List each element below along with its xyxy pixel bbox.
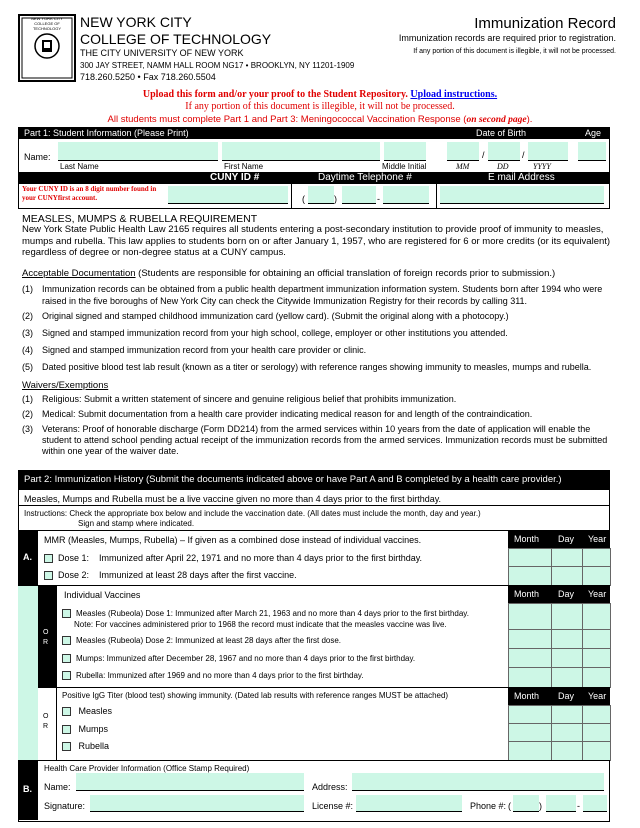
mmr-dose2-day[interactable] bbox=[551, 566, 583, 586]
mmr-title: MMR (Measles, Mumps, Rubella) – If given as a combined dose instead of individual vaccines. bbox=[44, 535, 422, 545]
hcp-box bbox=[38, 760, 610, 761]
hcp-phone-open: ( bbox=[508, 801, 511, 811]
acceptable-doc-note: (Students are responsible for obtaining an official translation of foreign records prior to submission.) bbox=[135, 268, 556, 279]
waiver-veterans: Veterans: Proof of honorable discharge (Form DD214) from the armed services within 10 years from the date of application will enable the student to attend school pending actual receipt of the immunization records from the armed services. Immunization records must be submitted within one year of the waiver date. bbox=[42, 424, 608, 456]
mumps-text: Mumps: Immunized after December 28, 1967 and no more than 4 days prior to the first birthday. bbox=[76, 654, 416, 663]
upload-instructions-link[interactable]: Upload instructions. bbox=[410, 89, 498, 100]
dob-slash-2: / bbox=[522, 150, 525, 160]
doc-item-4: Signed and stamped immunization record from your health care provider or clinic. bbox=[42, 345, 367, 355]
part1-divider-2 bbox=[436, 184, 437, 208]
upload-text: Upload this form and/or your proof to the Student Repository. bbox=[142, 89, 408, 100]
acceptable-doc-heading bbox=[22, 268, 622, 279]
dob-header: Date of Birth bbox=[476, 128, 527, 138]
college-name-line2: COLLEGE OF TECHNOLOGY bbox=[80, 31, 272, 47]
complete-notice-text: All students must complete Part 1 and Part 3: Meningococcal Vaccination Response ( bbox=[107, 114, 467, 125]
doc-item-1-num: (1) bbox=[22, 284, 33, 294]
measles-dose1-note: Note: For vaccines administered prior to 1968 the record must indicate that the measles vaccine was live. bbox=[74, 619, 447, 629]
titer-measles-year[interactable] bbox=[582, 705, 611, 725]
measles-dose2 bbox=[62, 636, 341, 645]
titer-rubella-day[interactable] bbox=[551, 741, 583, 761]
individual-vaccines-title: Individual Vaccines bbox=[64, 590, 141, 600]
waiver-1-num: (1) bbox=[22, 394, 33, 404]
or-column-left bbox=[18, 585, 38, 761]
hcp-phone-line[interactable] bbox=[583, 795, 607, 812]
titer-measles bbox=[62, 706, 112, 716]
first-name-field[interactable] bbox=[222, 142, 380, 161]
mmr-month-header: Month bbox=[514, 534, 540, 544]
part1-divider-1 bbox=[291, 184, 292, 208]
cuny-id-header: CUNY ID # bbox=[210, 172, 260, 183]
mmr-dose2 bbox=[44, 570, 297, 580]
section-a-label: A. bbox=[23, 552, 32, 562]
measles-dose2-text: Measles (Rubeola) Dose 2: Immunized at least 28 days after the first dose. bbox=[76, 636, 342, 645]
name-label: Name: bbox=[24, 152, 51, 162]
waiver-2-num: (2) bbox=[22, 409, 33, 419]
measles2-day[interactable] bbox=[551, 629, 583, 650]
titer-mumps-checkbox[interactable] bbox=[62, 725, 71, 734]
cuny-id-field[interactable] bbox=[168, 186, 288, 204]
or-label-2: O R bbox=[43, 713, 49, 730]
doc-item-3-num: (3) bbox=[22, 328, 33, 338]
doc-item-2: Original signed and stamped childhood immunization card (yellow card). (Submit the original along with a photocopy.) bbox=[42, 311, 509, 321]
waiver-religious: Religious: Submit a written statement of sincere and genuine religious belief that prohibits immunization. bbox=[42, 394, 457, 404]
titer-measles-checkbox[interactable] bbox=[62, 707, 71, 716]
mmr-year-header: Year bbox=[588, 534, 607, 544]
cuny-id-note: Your CUNY ID is an 8 digit number found in your CUNYfirst account. bbox=[22, 185, 157, 202]
ind-day-header: Day bbox=[558, 589, 575, 599]
titer-measles-day[interactable] bbox=[551, 705, 583, 725]
mmr-dose1-day[interactable] bbox=[551, 548, 583, 568]
acceptable-doc-title: Acceptable Documentation bbox=[22, 268, 136, 279]
hcp-title: Health Care Provider Information (Office Stamp Required) bbox=[44, 764, 250, 773]
measles1-day[interactable] bbox=[551, 603, 583, 631]
illegible-note: If any portion of this document is illegible, it will not be processed. bbox=[413, 48, 616, 55]
first-name-caption: First Name bbox=[224, 162, 264, 171]
titer-measles-label: Measles bbox=[78, 706, 113, 716]
mumps-day[interactable] bbox=[551, 648, 583, 669]
doc-item-5: Dated positive blood test lab result (known as a titer or serology) with reference ranges showing immunity to measles, mumps and rubella. bbox=[42, 362, 592, 372]
mmr-dose2-text: Immunized at least 28 days after the first vaccine. bbox=[99, 570, 297, 580]
email-header: E mail Address bbox=[488, 172, 555, 183]
mumps-vaccine bbox=[62, 654, 415, 663]
titer-mumps-day[interactable] bbox=[551, 723, 583, 743]
titer-year-header: Year bbox=[588, 691, 607, 701]
mmr-dose2-month[interactable] bbox=[508, 566, 552, 586]
hcp-phone-dash: - bbox=[577, 801, 580, 811]
hcp-address-label: Address: bbox=[312, 782, 348, 792]
dob-day-field[interactable] bbox=[488, 142, 520, 161]
middle-initial-field[interactable] bbox=[384, 142, 426, 161]
titer-title: Positive IgG Titer (blood test) showing immunity. (Dated lab results with reference ranges MUST be attached) bbox=[62, 691, 449, 700]
illegible-warning: If any portion of this document is illegible, it will not be processed. bbox=[185, 101, 455, 112]
college-seal-text: NEW YORK CITY COLLEGE OF TECHNOLOGY bbox=[31, 16, 63, 31]
ind-year-header: Year bbox=[588, 589, 607, 599]
doc-item-5-num: (5) bbox=[22, 362, 33, 372]
dob-month-field[interactable] bbox=[447, 142, 479, 161]
phone-prefix-field[interactable] bbox=[342, 186, 376, 204]
waiver-medical: Medical: Submit documentation from a health care provider indicating medical reason for and length of the contraindication. bbox=[42, 409, 533, 419]
college-phone: 718.260.5250 • Fax 718.260.5504 bbox=[80, 72, 216, 82]
titer-mumps-year[interactable] bbox=[582, 723, 611, 743]
hcp-signature-label: Signature: bbox=[44, 801, 86, 811]
complete-notice-end: ). bbox=[526, 114, 533, 125]
phone-close-paren: ) bbox=[334, 194, 337, 204]
doc-item-3: Signed and stamped immunization record from your high school, college, employer or other institutions you attended. bbox=[42, 328, 508, 338]
college-name-line1: NEW YORK CITY bbox=[80, 14, 192, 30]
dob-year-field[interactable] bbox=[528, 142, 568, 161]
hcp-name-field[interactable] bbox=[76, 773, 304, 791]
hcp-license-field[interactable] bbox=[356, 795, 462, 812]
rubella-day[interactable] bbox=[551, 667, 583, 688]
measles1-month[interactable] bbox=[508, 603, 552, 631]
rubella-year[interactable] bbox=[582, 667, 611, 688]
mmr-dose1-label: Dose 1: bbox=[58, 553, 90, 563]
mmr-day-header: Day bbox=[558, 534, 575, 544]
part2-header: Part 2: Immunization History (Submit the documents indicated above or have Part A and B completed by a health care provider.) bbox=[24, 474, 562, 485]
titer-mumps bbox=[62, 724, 108, 734]
phone-area-field[interactable] bbox=[308, 186, 334, 204]
phone-open-paren: ( bbox=[302, 194, 305, 204]
titer-rubella-year[interactable] bbox=[582, 741, 611, 761]
upload-notice bbox=[0, 89, 640, 100]
titer-measles-month[interactable] bbox=[508, 705, 552, 725]
phone-dash: - bbox=[377, 194, 380, 204]
hcp-phone-area[interactable] bbox=[513, 795, 539, 812]
titer-rubella-month[interactable] bbox=[508, 741, 552, 761]
last-name-field[interactable] bbox=[58, 142, 218, 161]
mmr-dose2-label: Dose 2: bbox=[58, 570, 90, 580]
measles2-year[interactable] bbox=[582, 629, 611, 650]
mmr-requirement-title: MEASLES, MUMPS & RUBELLA REQUIREMENT bbox=[22, 213, 258, 225]
age-header: Age bbox=[585, 128, 602, 138]
mumps-year[interactable] bbox=[582, 648, 611, 669]
mmr-dose1-text: Immunized after April 22, 1971 and no more than 4 days prior to the first birthday. bbox=[99, 553, 423, 563]
mmr-dose1-month[interactable] bbox=[508, 548, 552, 568]
form-title: Immunization Record bbox=[474, 15, 616, 32]
part2-instructions-2: Sign and stamp where indicated. bbox=[78, 519, 195, 528]
doc-item-1: Immunization records can be obtained from a public health department immunization information system. Students born after 1994 who were raised in the five boroughs of New York City can check the Citywide Immunization Registry for their records by calling 311. bbox=[42, 284, 603, 306]
mmr-dose2-checkbox[interactable] bbox=[44, 571, 53, 580]
hcp-name-label: Name: bbox=[44, 782, 71, 792]
measles-dose1-checkbox[interactable] bbox=[62, 609, 71, 618]
measles-dose2-checkbox[interactable] bbox=[62, 636, 71, 645]
phone-line-field[interactable] bbox=[383, 186, 429, 204]
titer-rubella-label: Rubella bbox=[78, 741, 110, 751]
waiver-3-num: (3) bbox=[22, 424, 33, 434]
dob-mm-caption: MM bbox=[456, 162, 470, 171]
measles2-month[interactable] bbox=[508, 629, 552, 650]
mmr-dose1-checkbox[interactable] bbox=[44, 554, 53, 563]
measles-dose1-text: Measles (Rubeola) Dose 1: Immunized after March 21, 1963 and no more than 4 days prior to the first birthday. bbox=[76, 609, 469, 618]
mmr-dose1 bbox=[44, 553, 422, 563]
middle-initial-caption: Middle Initial bbox=[382, 162, 427, 171]
complete-notice-italic: on second page bbox=[466, 115, 527, 125]
complete-notice bbox=[0, 114, 640, 125]
daytime-phone-header: Daytime Telephone # bbox=[318, 172, 412, 183]
form-subtitle: Immunization records are required prior to registration. bbox=[398, 33, 616, 43]
university-name: THE CITY UNIVERSITY OF NEW YORK bbox=[80, 48, 244, 58]
last-name-caption: Last Name bbox=[60, 162, 99, 171]
mmr-dose2-year[interactable] bbox=[582, 566, 611, 586]
titer-rubella-checkbox[interactable] bbox=[62, 742, 71, 751]
mumps-checkbox[interactable] bbox=[62, 654, 71, 663]
titer-rubella bbox=[62, 741, 109, 751]
doc-item-2-num: (2) bbox=[22, 311, 33, 321]
hcp-phone-label: Phone #: bbox=[470, 801, 507, 811]
titer-mumps-month[interactable] bbox=[508, 723, 552, 743]
dob-slash-1: / bbox=[482, 150, 485, 160]
college-address: 300 JAY STREET, NAMM HALL ROOM NG17 • BROOKLYN, NY 11201-1909 bbox=[80, 61, 355, 70]
hcp-phone-prefix[interactable] bbox=[546, 795, 576, 812]
live-vaccine-note: Measles, Mumps and Rubella must be a live vaccine given no more than 4 days prior to the first birthday. bbox=[24, 494, 442, 504]
part2-rule-1 bbox=[18, 505, 610, 506]
hcp-license-label: License #: bbox=[312, 801, 354, 811]
mmr-dose1-year[interactable] bbox=[582, 548, 611, 568]
hcp-signature-field[interactable] bbox=[90, 795, 304, 812]
titer-month-header: Month bbox=[514, 691, 540, 701]
ind-month-header: Month bbox=[514, 589, 540, 599]
part2-instructions: Instructions: Check the appropriate box below and include the vaccination date. (All dates must include the month, day and year.) bbox=[24, 509, 481, 518]
rubella-text: Rubella: Immunized after 1969 and no more than 4 days prior to the first birthday. bbox=[76, 671, 364, 680]
age-field[interactable] bbox=[578, 142, 606, 161]
hcp-address-field[interactable] bbox=[352, 773, 604, 791]
titer-day-header: Day bbox=[558, 691, 575, 701]
email-field[interactable] bbox=[440, 186, 604, 204]
rubella-month[interactable] bbox=[508, 667, 552, 688]
titer-mumps-label: Mumps bbox=[78, 724, 109, 734]
hcp-phone-close: ) bbox=[539, 801, 542, 811]
part1-header: Part 1: Student Information (Please Print) bbox=[24, 128, 189, 138]
mmr-requirement-body: New York State Public Health Law 2165 requires all students entering a post-secondary institution to provide proof of immunity to measles, mumps and rubella. This law applies to students born on or after January 1, 1957, who are registered for 6 or more credits (or its equivalent) regardless of degree or non-degree status at a CUNY campus. bbox=[22, 224, 611, 258]
dob-dd-caption: DD bbox=[497, 162, 509, 171]
dob-yyyy-caption: YYYY bbox=[533, 162, 551, 171]
measles-dose1 bbox=[62, 609, 506, 630]
rubella-checkbox[interactable] bbox=[62, 671, 71, 680]
doc-item-4-num: (4) bbox=[22, 345, 33, 355]
waivers-title: Waivers/Exemptions bbox=[22, 380, 109, 391]
rubella-vaccine bbox=[62, 671, 364, 680]
measles1-year[interactable] bbox=[582, 603, 611, 631]
or-label-1: O R bbox=[43, 629, 49, 646]
section-b-label: B. bbox=[23, 784, 32, 794]
mumps-month[interactable] bbox=[508, 648, 552, 669]
